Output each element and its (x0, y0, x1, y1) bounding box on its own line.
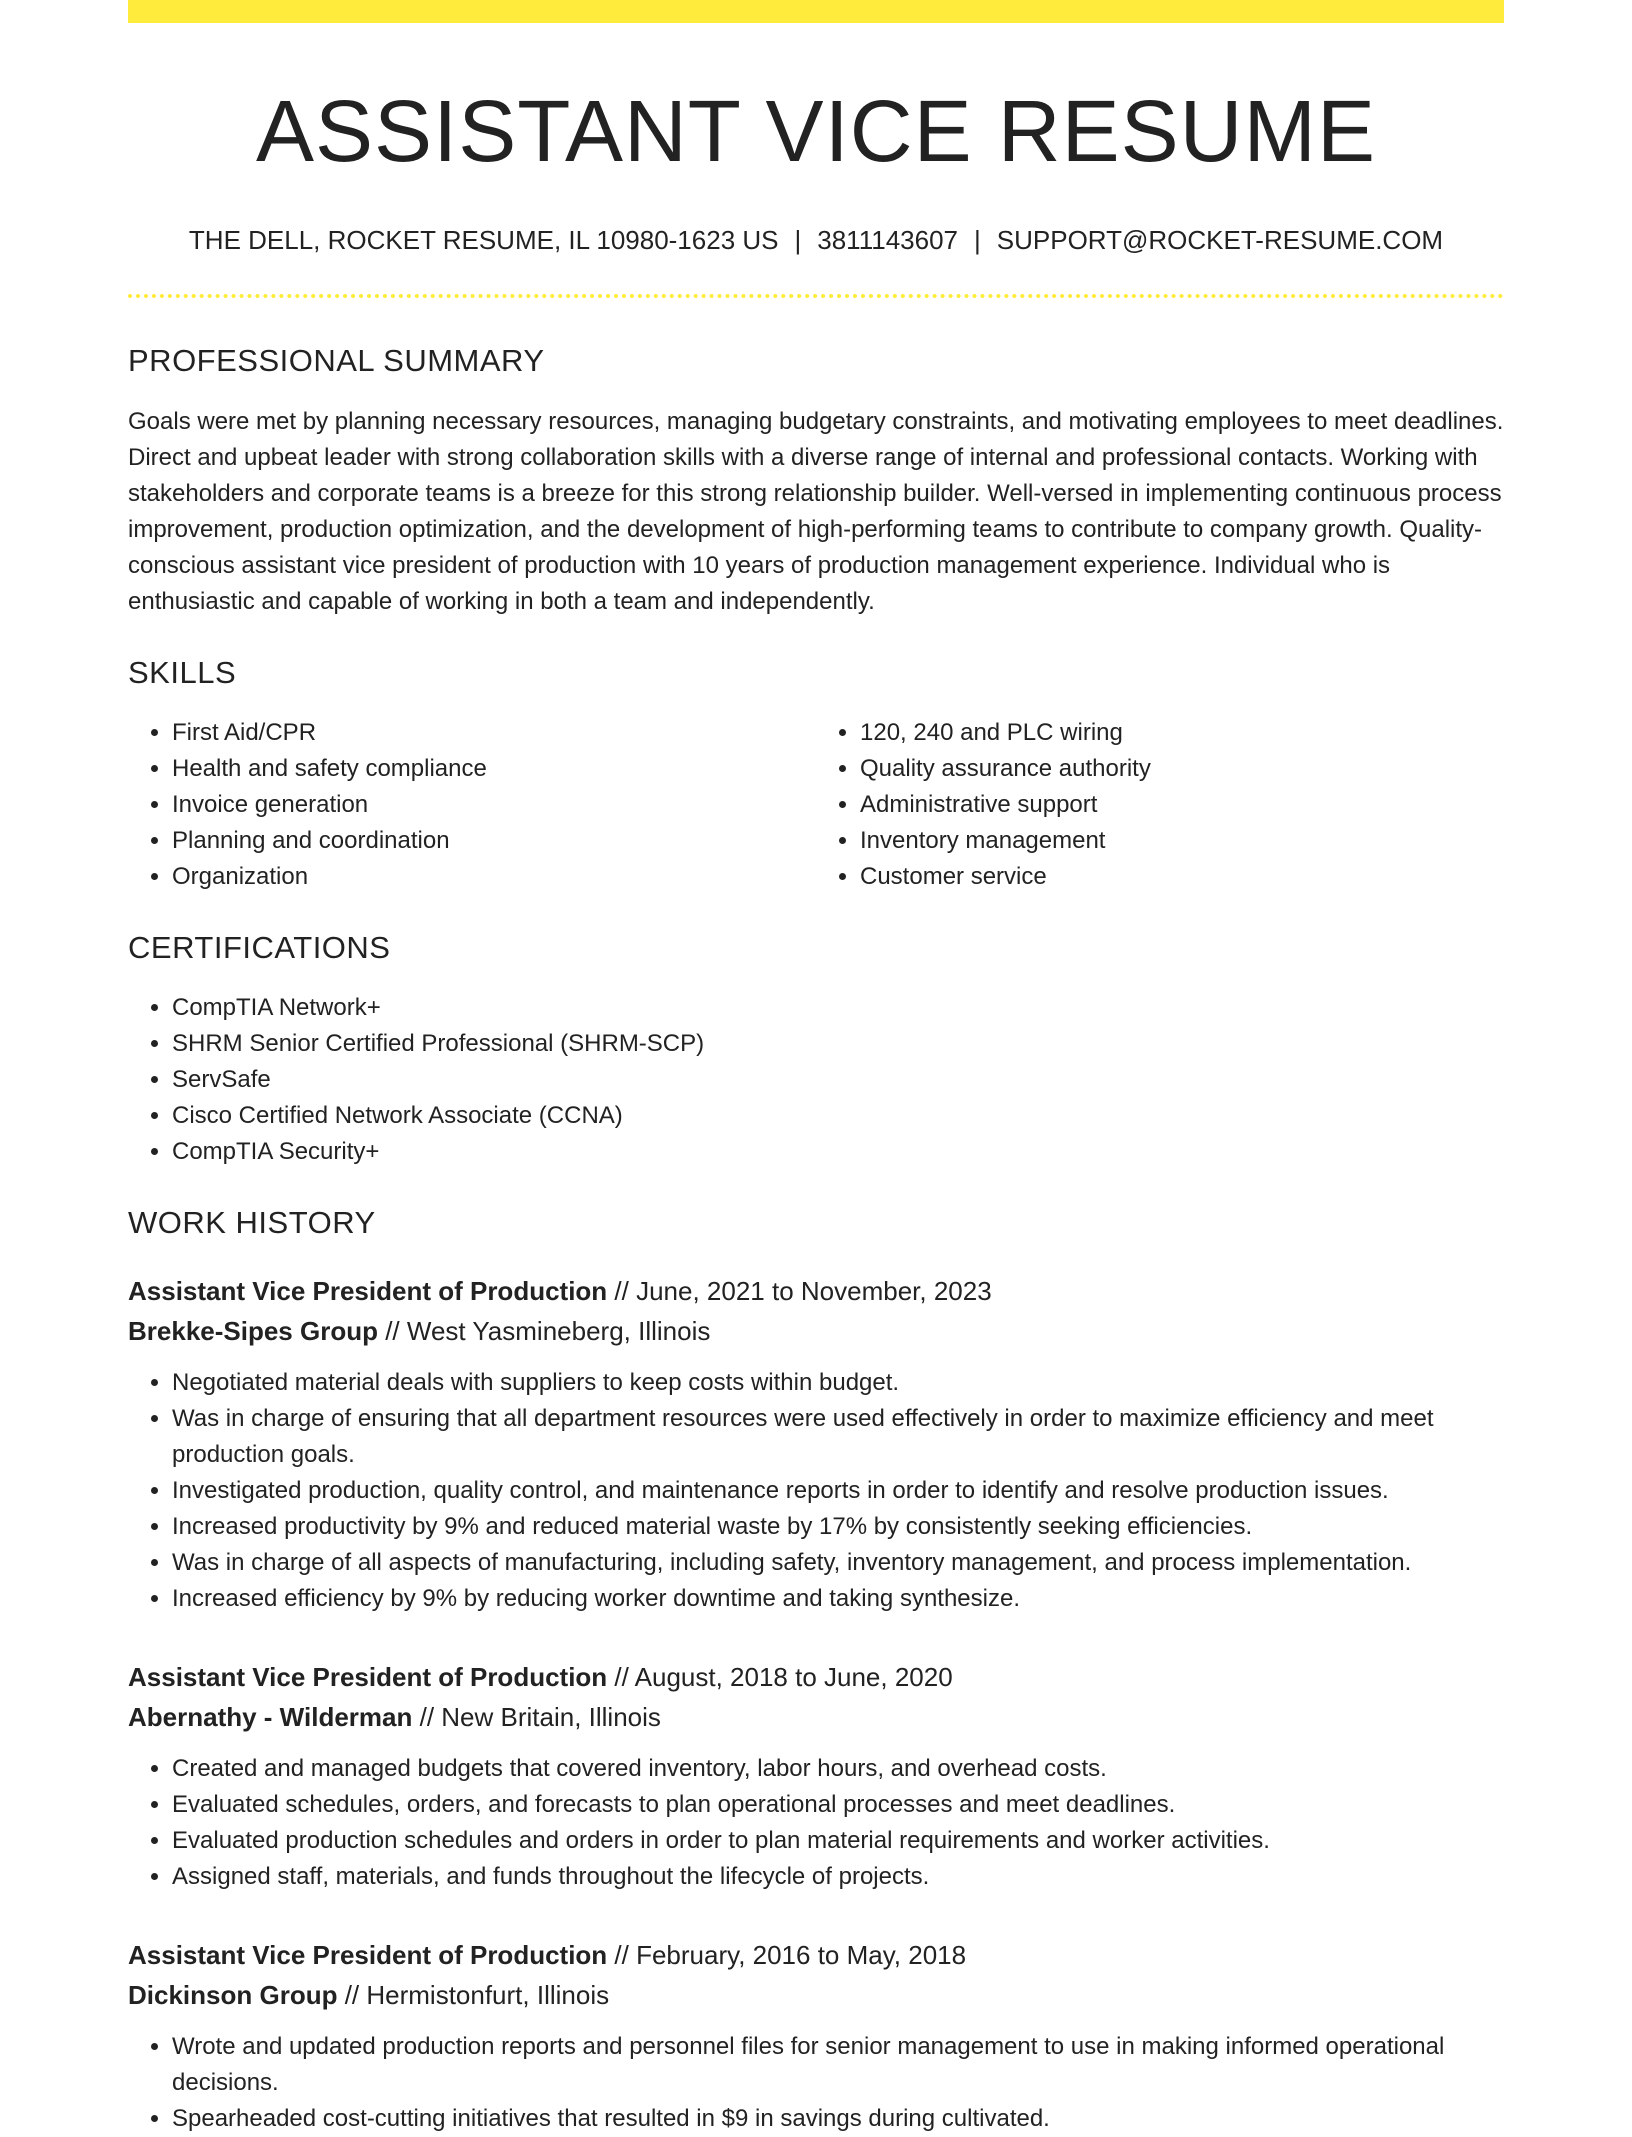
job-bullet: • Assigned staff, materials, and funds throughout the lifecycle of projects. (172, 1859, 1504, 1895)
certification-item: • CompTIA Security+ (172, 1134, 1504, 1170)
job-entry (128, 1935, 1504, 2137)
contact-separator: | (974, 224, 981, 255)
job-bullet: • Spearheaded cost-cutting initiatives that resulted in $9 in savings during cultivated. (172, 2101, 1504, 2137)
certification-item: • CompTIA Network+ (172, 990, 1504, 1026)
job-company-line (128, 1697, 1504, 1737)
skills-list-left (128, 715, 816, 895)
skill-item: • 120, 240 and PLC wiring (860, 715, 1504, 751)
skills-list-right (816, 715, 1504, 895)
job-location: // New Britain, Illinois (412, 1702, 661, 1733)
job-bullet: • Was in charge of ensuring that all department resources were used effectively in order to maximize efficiency and meet production goals. (172, 1401, 1504, 1473)
job-role-line (128, 1657, 1504, 1697)
skill-item: • Customer service (860, 859, 1504, 895)
job-bullets (128, 1365, 1504, 1617)
certification-item: • Cisco Certified Network Associate (CCNA) (172, 1098, 1504, 1134)
skill-item: • Invoice generation (172, 787, 816, 823)
job-role-line (128, 1935, 1504, 1975)
skills-columns (128, 715, 1504, 895)
job-company: Abernathy - Wilderman (128, 1702, 413, 1733)
job-bullets (128, 1751, 1504, 1895)
job-bullet: • Investigated production, quality control, and maintenance reports in order to identify and resolve production issues. (172, 1473, 1504, 1509)
contact-line (128, 224, 1504, 258)
certification-item: • SHRM Senior Certified Professional (SHRM-SCP) (172, 1026, 1504, 1062)
job-entry (128, 1271, 1504, 1617)
job-company-line (128, 1975, 1504, 2015)
skill-item: • Quality assurance authority (860, 751, 1504, 787)
certifications-list (128, 990, 1504, 1170)
skill-item: • Inventory management (860, 823, 1504, 859)
job-bullet: • Was in charge of all aspects of manufacturing, including safety, inventory management, and process implementation. (172, 1545, 1504, 1581)
skills-heading: SKILLS (128, 654, 237, 690)
contact-phone: 3811143607 (817, 224, 959, 255)
job-company: Dickinson Group (128, 1980, 338, 2011)
job-dates: // February, 2016 to May, 2018 (607, 1940, 967, 1971)
skill-item: • Administrative support (860, 787, 1504, 823)
job-bullet: • Negotiated material deals with suppliers to keep costs within budget. (172, 1365, 1504, 1401)
job-bullet: • Evaluated production schedules and orders in order to plan material requirements and worker activities. (172, 1823, 1504, 1859)
skill-item: • Organization (172, 859, 816, 895)
job-bullet: • Increased efficiency by 9% by reducing worker downtime and taking synthesize. (172, 1581, 1504, 1617)
job-role-line (128, 1271, 1504, 1311)
job-location: // West Yasmineberg, Illinois (377, 1316, 711, 1347)
job-entry (128, 1657, 1504, 1895)
accent-top-bar (128, 0, 1504, 23)
job-bullet: • Evaluated schedules, orders, and forecasts to plan operational processes and meet deadlines. (172, 1787, 1504, 1823)
summary-text: Goals were met by planning necessary resources, managing budgetary constraints, and motivating employees to meet deadlines. Direct and upbeat leader with strong collaboration skills with a diverse range of internal and professional contacts. Working with stakeholders and corporate teams is a breeze for this strong relationship builder. Well-versed in implementing continuous process improvement, production optimization, and the development of high-performing teams to contribute to company growth. Quality-conscious assistant vice president of production with 10 years of production management experience. Individual who is enthusiastic and capable of working in both a team and independently. (128, 407, 1504, 615)
job-role: Assistant Vice President of Production (128, 1940, 608, 1971)
skill-item: • Planning and coordination (172, 823, 816, 859)
job-role: Assistant Vice President of Production (128, 1662, 608, 1693)
resume-title: ASSISTANT VICE RESUME (255, 83, 1376, 180)
job-bullet: • Created and managed budgets that covered inventory, labor hours, and overhead costs. (172, 1751, 1504, 1787)
job-company-line (128, 1311, 1504, 1351)
certification-item: • ServSafe (172, 1062, 1504, 1098)
contact-email: SUPPORT@ROCKET-RESUME.COM (996, 224, 1444, 255)
contact-separator: | (794, 224, 802, 255)
skill-item: • Health and safety compliance (172, 751, 816, 787)
contact-address: THE DELL, ROCKET RESUME, IL 10980-1623 US (188, 224, 779, 255)
certifications-heading: CERTIFICATIONS (128, 929, 391, 965)
job-dates: // August, 2018 to June, 2020 (607, 1662, 953, 1693)
job-role: Assistant Vice President of Production (128, 1276, 608, 1307)
job-dates: // June, 2021 to November, 2023 (607, 1276, 992, 1307)
summary-heading: PROFESSIONAL SUMMARY (128, 343, 545, 379)
job-bullet: • Wrote and updated production reports and personnel files for senior management to use in making informed operational decisions. (172, 2029, 1504, 2101)
skill-item: • First Aid/CPR (172, 715, 816, 751)
job-bullet: • Increased productivity by 9% and reduced material waste by 17% by consistently seeking efficiencies. (172, 1509, 1504, 1545)
work-history-heading: WORK HISTORY (128, 1205, 376, 1241)
job-location: // Hermistonfurt, Illinois (337, 1980, 610, 2011)
resume-page (128, 0, 1504, 2137)
job-bullets (128, 2029, 1504, 2137)
dotted-divider (128, 294, 1504, 298)
job-company: Brekke-Sipes Group (128, 1316, 378, 1347)
